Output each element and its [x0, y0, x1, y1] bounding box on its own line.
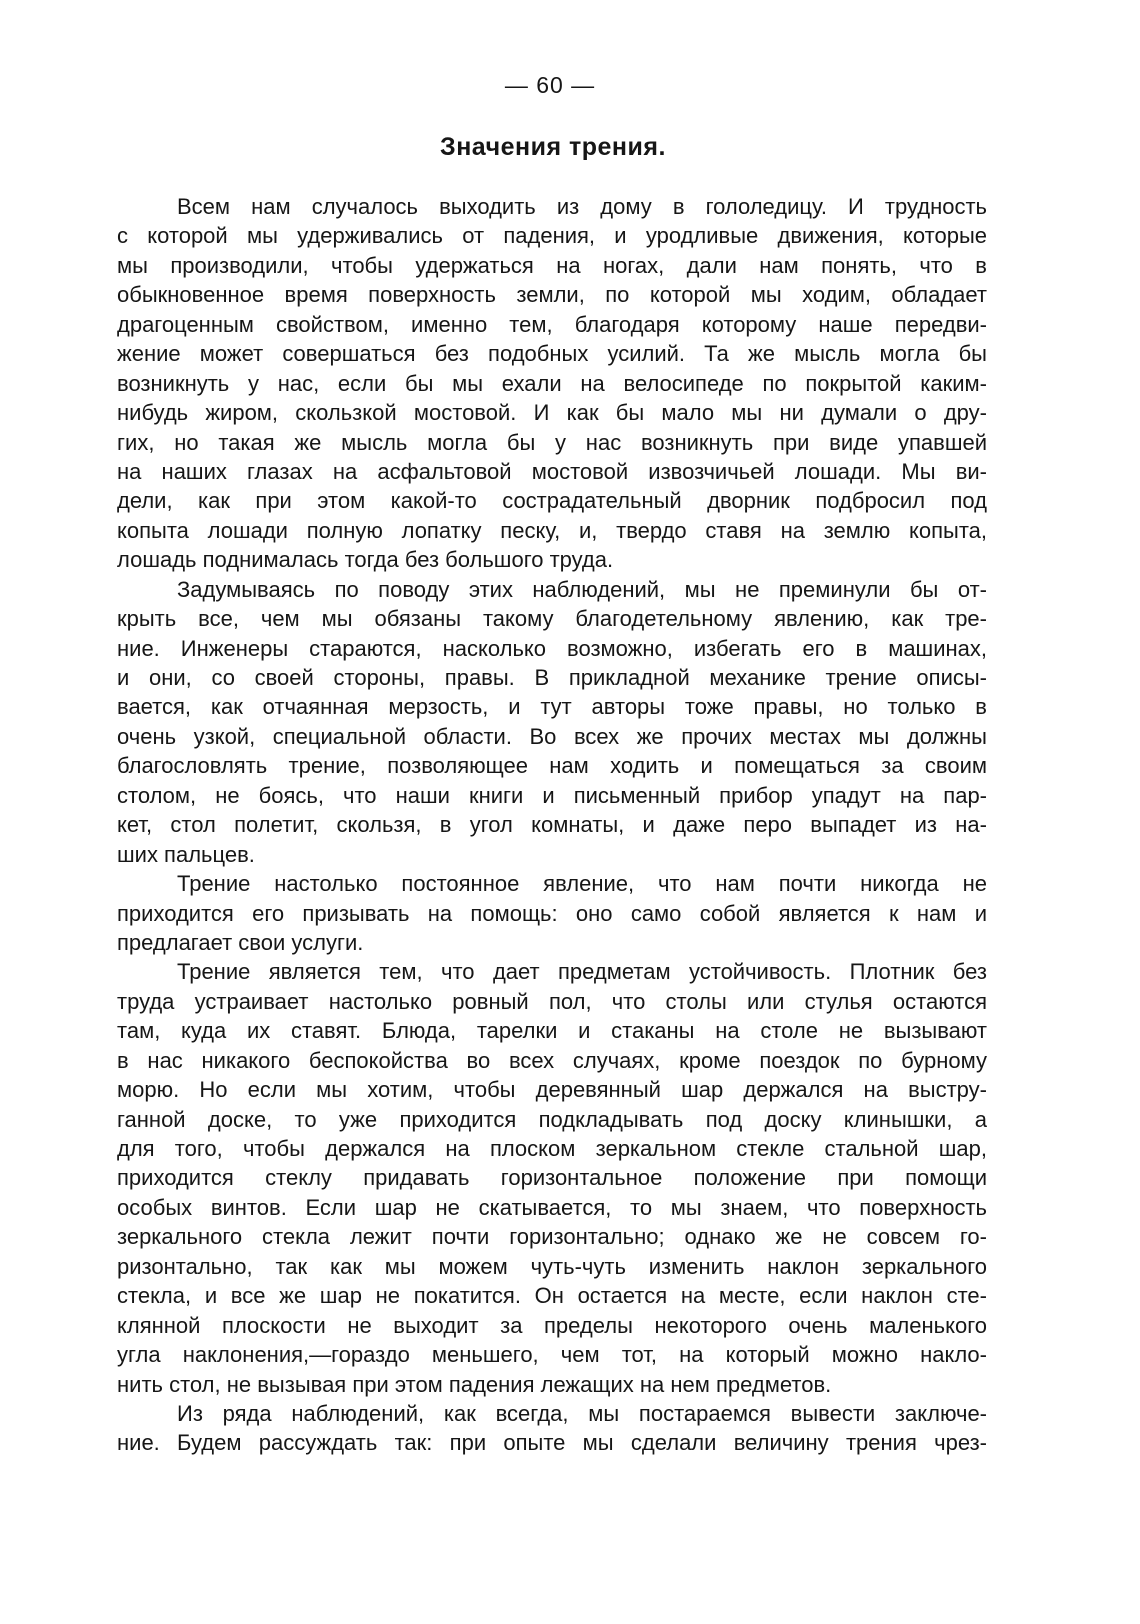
text-line: возникнуть у нас, если бы мы ехали на велосипеде по покрытой каким-: [117, 370, 987, 396]
text-line: обыкновенное время поверхность земли, по которой мы ходим, обладает: [117, 282, 987, 308]
paragraph: [117, 957, 987, 1399]
text-line: дели, как при этом какой-то сострадательный дворник подбросил под: [117, 488, 987, 514]
text-line: для того, чтобы держался на плоском зеркальном стекле стальной шар,: [117, 1136, 987, 1161]
text-line: копыта лошади полную лопатку песку, и, твердо ставя на землю копыта,: [117, 517, 987, 543]
text-line: Трение является тем, что дает предметам устойчивость. Плотник без: [177, 959, 987, 985]
page-number: — 60 —: [504, 72, 596, 98]
text-line: приходится стеклу придавать горизонтальное положение при помощи: [117, 1165, 987, 1191]
text-line: стекла, и все же шар не покатится. Он остается на месте, если наклон сте-: [117, 1283, 987, 1309]
text-line: драгоценным свойством, именно тем, благодаря которому наше передви-: [117, 311, 987, 337]
text-line: с которой мы удерживались от падения, и уродливые движения, которые: [117, 223, 987, 249]
text-line: Из ряда наблюдений, как всегда, мы постараемся вывести заключе-: [177, 1400, 987, 1426]
text-line: в нас никакого беспокойства во всех случаях, кроме поездок по бурному: [117, 1047, 987, 1073]
text-line: крыть все, чем мы обязаны такому благодетельному явлению, как тре-: [117, 606, 987, 632]
text-line: Задумываясь по поводу этих наблюдений, мы не преминули бы от-: [177, 576, 987, 602]
text-line: Трение настолько постоянное явление, что нам почти никогда не: [177, 871, 987, 897]
text-line: ние. Будем рассуждать так: при опыте мы сделали величину трения чрез-: [117, 1430, 987, 1456]
body-text: [117, 192, 987, 1458]
text-line: приходится его призывать на помощь: оно само собой является к нам и: [117, 900, 987, 926]
text-line: особых винтов. Если шар не скатывается, то мы знаем, что поверхность: [117, 1194, 987, 1220]
text-line: жение может совершаться без подобных усилий. Та же мысль могла бы: [117, 341, 987, 367]
paragraph: [117, 869, 987, 957]
text-line: на наших глазах на асфальтовой мостовой извозчичьей лошади. Мы ви-: [117, 458, 987, 484]
text-line: ние. Инженеры стараются, насколько возможно, избегать его в машинах,: [117, 635, 987, 661]
text-line: там, куда их ставят. Блюда, тарелки и стаканы на столе не вызывают: [117, 1018, 987, 1044]
text-line: ризонтально, так как мы можем чуть-чуть изменить наклон зеркального: [117, 1253, 987, 1279]
text-line: морю. Но если мы хотим, чтобы деревянный шар держался на выстру-: [117, 1077, 987, 1103]
text-line: труда устраивает настолько ровный пол, что столы или стулья остаются: [117, 988, 987, 1014]
text-line: лошадь поднималась тогда без большого труда.: [117, 547, 614, 573]
text-line: ших пальцев.: [117, 841, 255, 867]
section-title: Значения трения.: [440, 133, 666, 161]
text-line: очень узкой, специальной области. Во всех же прочих местах мы должны: [117, 723, 987, 749]
text-line: зеркального стекла лежит почти горизонтально; однако же не совсем го-: [117, 1224, 987, 1250]
paragraph: [117, 575, 987, 869]
text-line: благословлять трение, позволяющее нам ходить и помещаться за своим: [117, 753, 987, 779]
text-line: ганной доске, то уже приходится подкладывать под доску клинышки, а: [117, 1106, 987, 1132]
paragraph: [117, 192, 987, 575]
text-line: вается, как отчаянная мерзость, и тут авторы тоже правы, но только в: [117, 694, 987, 720]
text-line: предлагает свои услуги.: [117, 929, 364, 955]
text-line: мы производили, чтобы удержаться на ногах, дали нам понять, что в: [117, 252, 987, 278]
text-line: Всем нам случалось выходить из дому в гололедицу. И трудность: [177, 194, 987, 219]
text-line: кет, стол полетит, скользя, в угол комнаты, и даже перо выпадет из на-: [117, 812, 987, 838]
text-line: угла наклонения,—гораздо меньшего, чем тот, на который можно накло-: [117, 1342, 987, 1368]
text-line: столом, не боясь, что наши книги и письменный прибор упадут на пар-: [117, 782, 987, 808]
text-line: гих, но такая же мысль могла бы у нас возникнуть при виде упавшей: [117, 429, 987, 455]
text-line: клянной плоскости не выходит за пределы некоторого очень маленького: [117, 1312, 987, 1338]
text-line: нить стол, не вызывая при этом падения лежащих на нем предметов.: [117, 1371, 832, 1397]
paragraph: [117, 1399, 987, 1458]
text-line: нибудь жиром, скользкой мостовой. И как бы мало мы ни думали о дру-: [117, 400, 987, 426]
text-line: и они, со своей стороны, правы. В прикладной механике трение описы-: [117, 665, 987, 690]
